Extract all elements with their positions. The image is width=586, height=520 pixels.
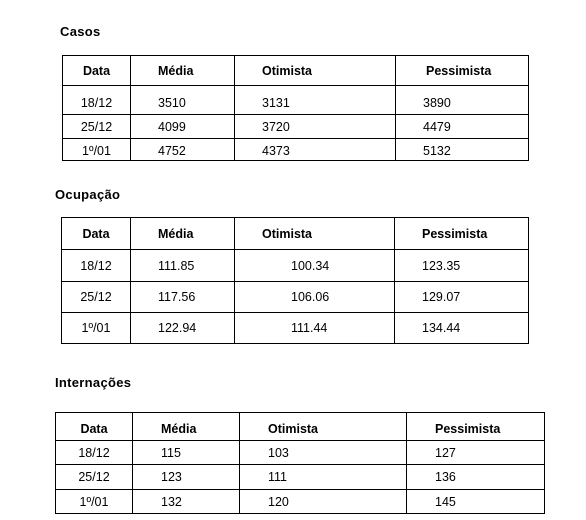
- cell-pessimista: 5132: [396, 139, 529, 161]
- cell-media: 4752: [131, 139, 235, 161]
- header-data: Data: [56, 413, 133, 441]
- cell-otimista: 3720: [235, 115, 396, 139]
- table-row: [56, 465, 545, 490]
- cell-otimista: 111: [240, 465, 407, 490]
- casos-heading: Casos: [60, 24, 101, 39]
- cell-pessimista: 145: [407, 490, 545, 514]
- cell-pessimista: 136: [407, 465, 545, 490]
- cell-date: 18/12: [56, 441, 133, 465]
- cell-otimista: 100.34: [235, 250, 395, 282]
- table-header-row: [63, 56, 529, 86]
- header-data: Data: [62, 218, 131, 250]
- cell-media: 122.94: [131, 313, 235, 344]
- header-pessimista: Pessimista: [396, 56, 529, 86]
- table-row: [56, 441, 545, 465]
- table-row: [62, 250, 529, 282]
- header-pessimista: Pessimista: [407, 413, 545, 441]
- header-otimista: Otimista: [240, 413, 407, 441]
- cell-media: 111.85: [131, 250, 235, 282]
- internacoes-heading: Internações: [55, 375, 132, 390]
- header-otimista: Otimista: [235, 218, 395, 250]
- table-row: [62, 313, 529, 344]
- cell-otimista: 103: [240, 441, 407, 465]
- cell-media: 132: [133, 490, 240, 514]
- cell-otimista: 3131: [235, 86, 396, 115]
- cell-date: 25/12: [62, 282, 131, 313]
- cell-pessimista: 134.44: [395, 313, 529, 344]
- cell-pessimista: 4479: [396, 115, 529, 139]
- table-row: [63, 139, 529, 161]
- cell-otimista: 106.06: [235, 282, 395, 313]
- cell-media: 117.56: [131, 282, 235, 313]
- table-header-row: [62, 218, 529, 250]
- cell-date: 1º/01: [62, 313, 131, 344]
- cell-date: 1º/01: [63, 139, 131, 161]
- ocupacao-heading: Ocupação: [55, 187, 121, 202]
- cell-date: 25/12: [63, 115, 131, 139]
- header-data: Data: [63, 56, 131, 86]
- cell-pessimista: 129.07: [395, 282, 529, 313]
- cell-otimista: 4373: [235, 139, 396, 161]
- cell-date: 1º/01: [56, 490, 133, 514]
- header-media: Média: [131, 56, 235, 86]
- table-row: [62, 282, 529, 313]
- cell-date: 18/12: [62, 250, 131, 282]
- header-otimista: Otimista: [235, 56, 396, 86]
- table-header-row: [56, 413, 545, 441]
- cell-media: 3510: [131, 86, 235, 115]
- cell-media: 4099: [131, 115, 235, 139]
- cell-pessimista: 3890: [396, 86, 529, 115]
- cell-otimista: 111.44: [235, 313, 395, 344]
- header-media: Média: [131, 218, 235, 250]
- table-row: [56, 490, 545, 514]
- internacoes-table: [55, 412, 545, 514]
- header-pessimista: Pessimista: [395, 218, 529, 250]
- cell-pessimista: 123.35: [395, 250, 529, 282]
- cell-date: 18/12: [63, 86, 131, 115]
- cell-media: 115: [133, 441, 240, 465]
- cell-pessimista: 127: [407, 441, 545, 465]
- table-row: [63, 86, 529, 115]
- ocupacao-table: [61, 217, 529, 344]
- cell-media: 123: [133, 465, 240, 490]
- header-media: Média: [133, 413, 240, 441]
- cell-date: 25/12: [56, 465, 133, 490]
- cell-otimista: 120: [240, 490, 407, 514]
- table-row: [63, 115, 529, 139]
- casos-table: [62, 55, 529, 161]
